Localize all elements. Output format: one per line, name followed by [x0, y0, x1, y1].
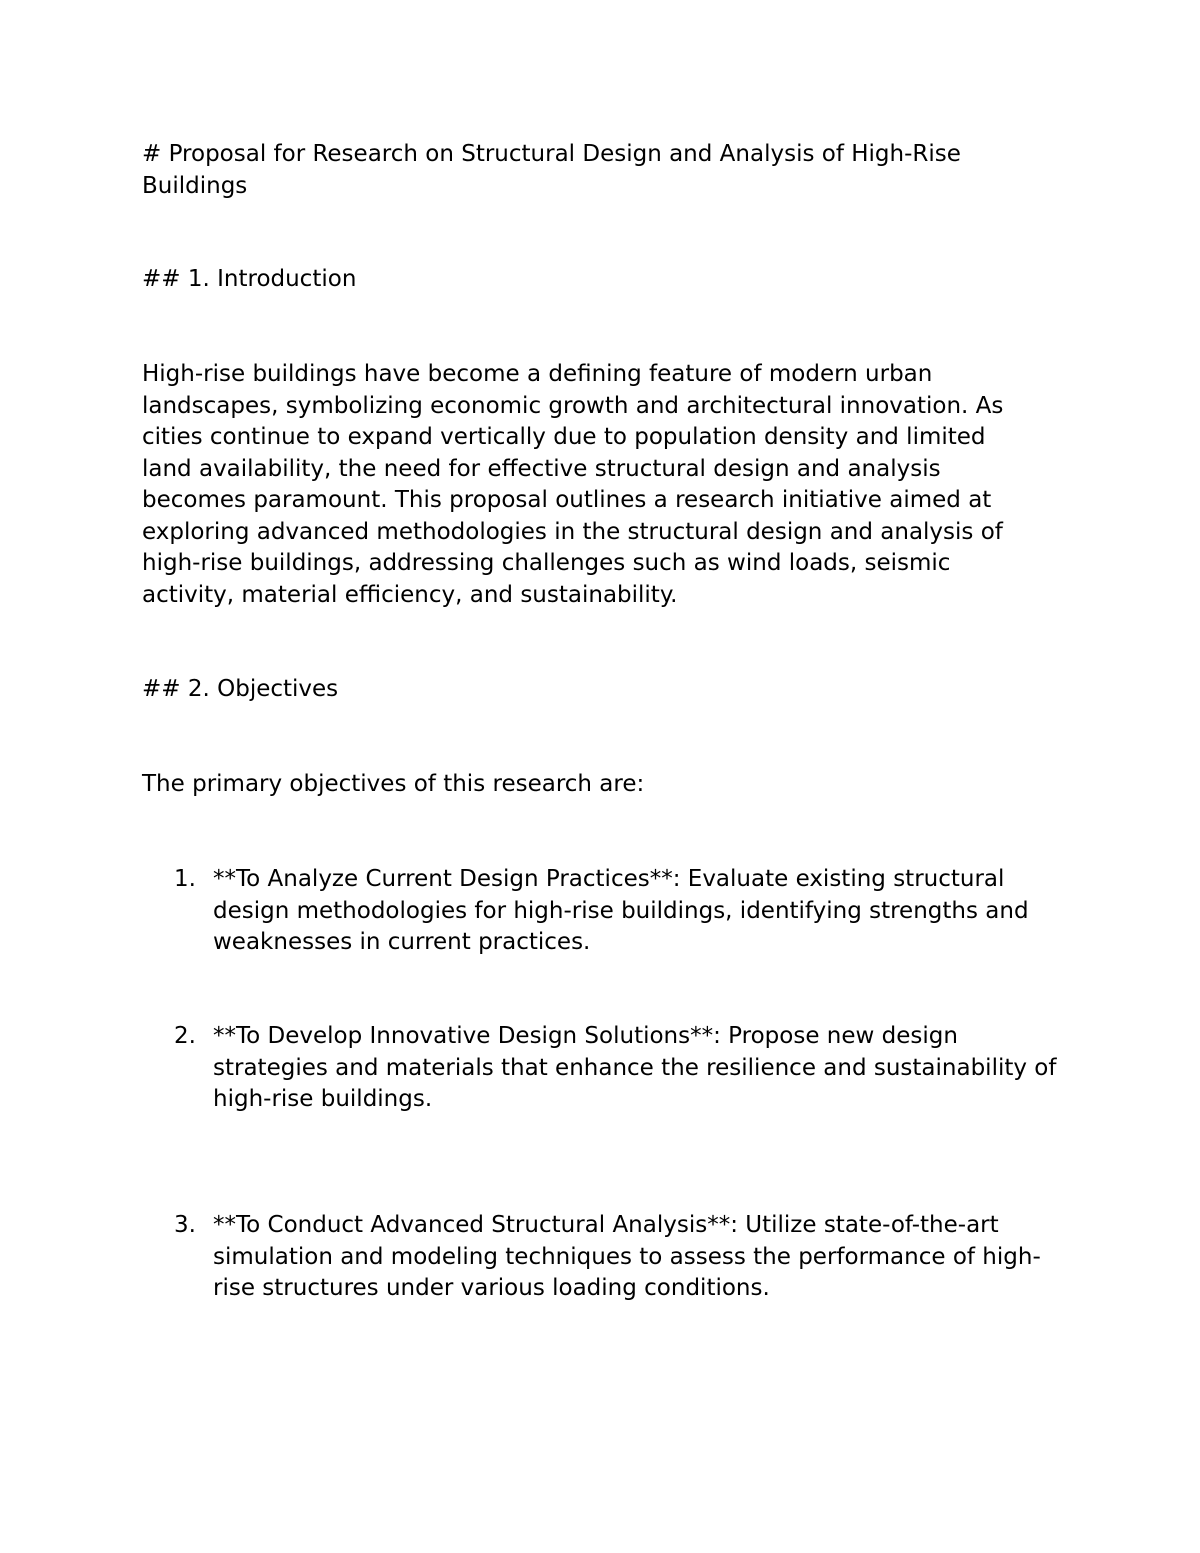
list-item-number: 1.: [174, 866, 196, 892]
list-item-text: **To Conduct Advanced Structural Analysis**: Utilize state-of-the-art simulation and modeling techniques to assess the performance of high-rise structures under various loading conditions.: [213, 1212, 1041, 1301]
list-item-number: 2.: [174, 1023, 196, 1049]
document-title: # Proposal for Research on Structural Design and Analysis of High-Rise Buildings: [142, 141, 961, 199]
list-item-text: **To Develop Innovative Design Solutions**: Propose new design strategies and materials that enhance the resilience and sustainability of high-rise buildings.: [213, 1023, 1057, 1112]
objectives-intro: The primary objectives of this research are:: [142, 771, 645, 797]
list-item-number: 3.: [174, 1212, 196, 1238]
section-heading-objectives: ## 2. Objectives: [142, 676, 339, 702]
section-heading-introduction: ## 1. Introduction: [142, 266, 357, 292]
introduction-paragraph: High-rise buildings have become a defining feature of modern urban landscapes, symbolizing economic growth and architectural innovation. As cities continue to expand vertically due to population density and limited land availability, the need for effective structural design and analysis becomes paramount. This proposal outlines a research initiative aimed at exploring advanced methodologies in the structural design and analysis of high-rise buildings, addressing challenges such as wind loads, seismic activity, material efficiency, and sustainability.: [142, 361, 1004, 608]
list-item-text: **To Analyze Current Design Practices**: Evaluate existing structural design methodologies for high-rise buildings, identifying strengths and weaknesses in current practices.: [213, 866, 1029, 955]
